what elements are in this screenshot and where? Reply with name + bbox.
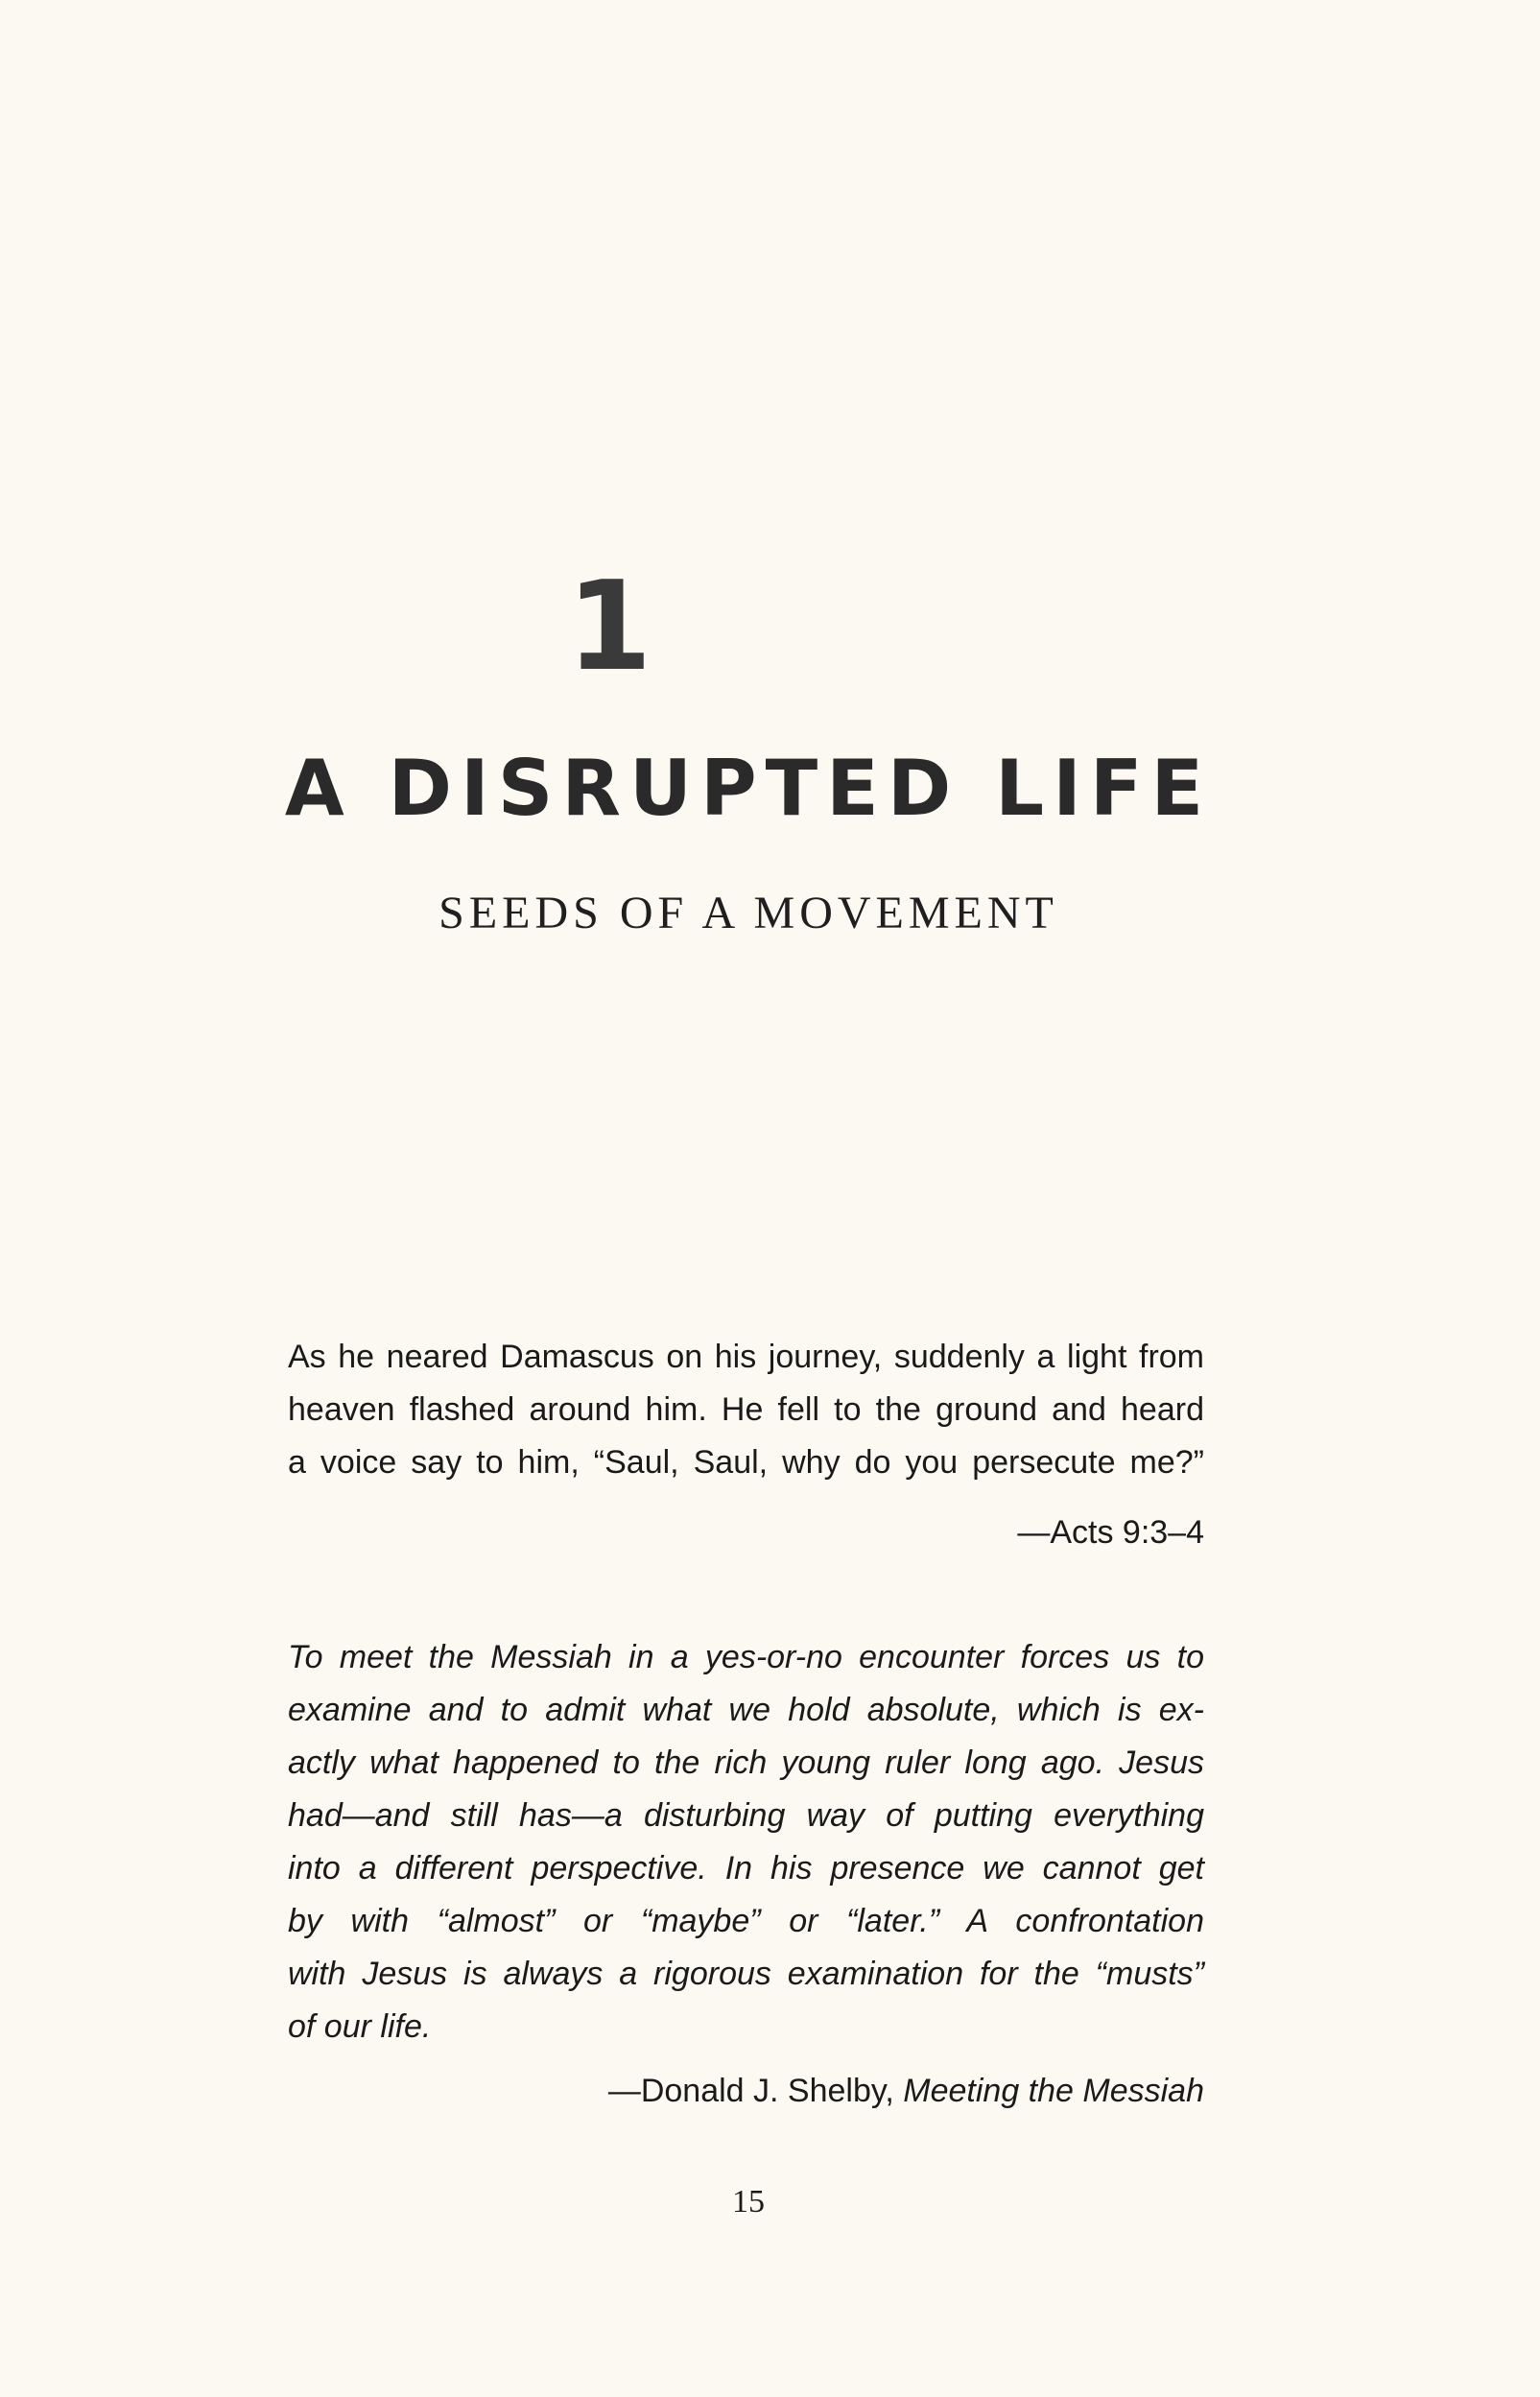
quote-line: by with “almost” or “maybe” or “later.” A confrontation [288,1903,1204,1939]
quote-line: had—and still has—a disturbing way of putting everything [288,1797,1204,1834]
chapter-title: A DISRUPTED LIFE [284,744,1213,833]
chapter-subtitle: SEEDS OF A MOVEMENT [438,888,1058,938]
scripture-line: heaven flashed around him. He fell to the ground and heard [288,1391,1204,1428]
quote-line: examine and to admit what we hold absolute, which is ex- [288,1692,1204,1728]
chapter-number: 1 [566,556,652,699]
scripture-epigraph [288,1331,1204,1559]
quote-line: actly what happened to the rich young ruler long ago. Jesus [288,1744,1204,1781]
scripture-attribution: —Acts 9:3–4 [1017,1514,1204,1551]
page-number: 15 [732,2184,765,2219]
scripture-line: As he neared Damascus on his journey, suddenly a light from [288,1339,1204,1375]
quote-line: with Jesus is always a rigorous examination for the “musts” [288,1956,1204,1992]
scripture-line: a voice say to him, “Saul, Saul, why do you persecute me?” [288,1444,1204,1481]
quote-attribution-book: Meeting the Messiah [903,2073,1204,2109]
quote-attribution [288,2065,1204,2118]
quote-line: To meet the Messiah in a yes-or-no encounter forces us to [288,1639,1204,1675]
quote-line: into a different perspective. In his presence we cannot get [288,1850,1204,1887]
quote-line: of our life. [288,2008,432,2045]
quote-attribution-author: —Donald J. Shelby, [607,2073,904,2109]
quote-epigraph [288,1631,1204,2118]
